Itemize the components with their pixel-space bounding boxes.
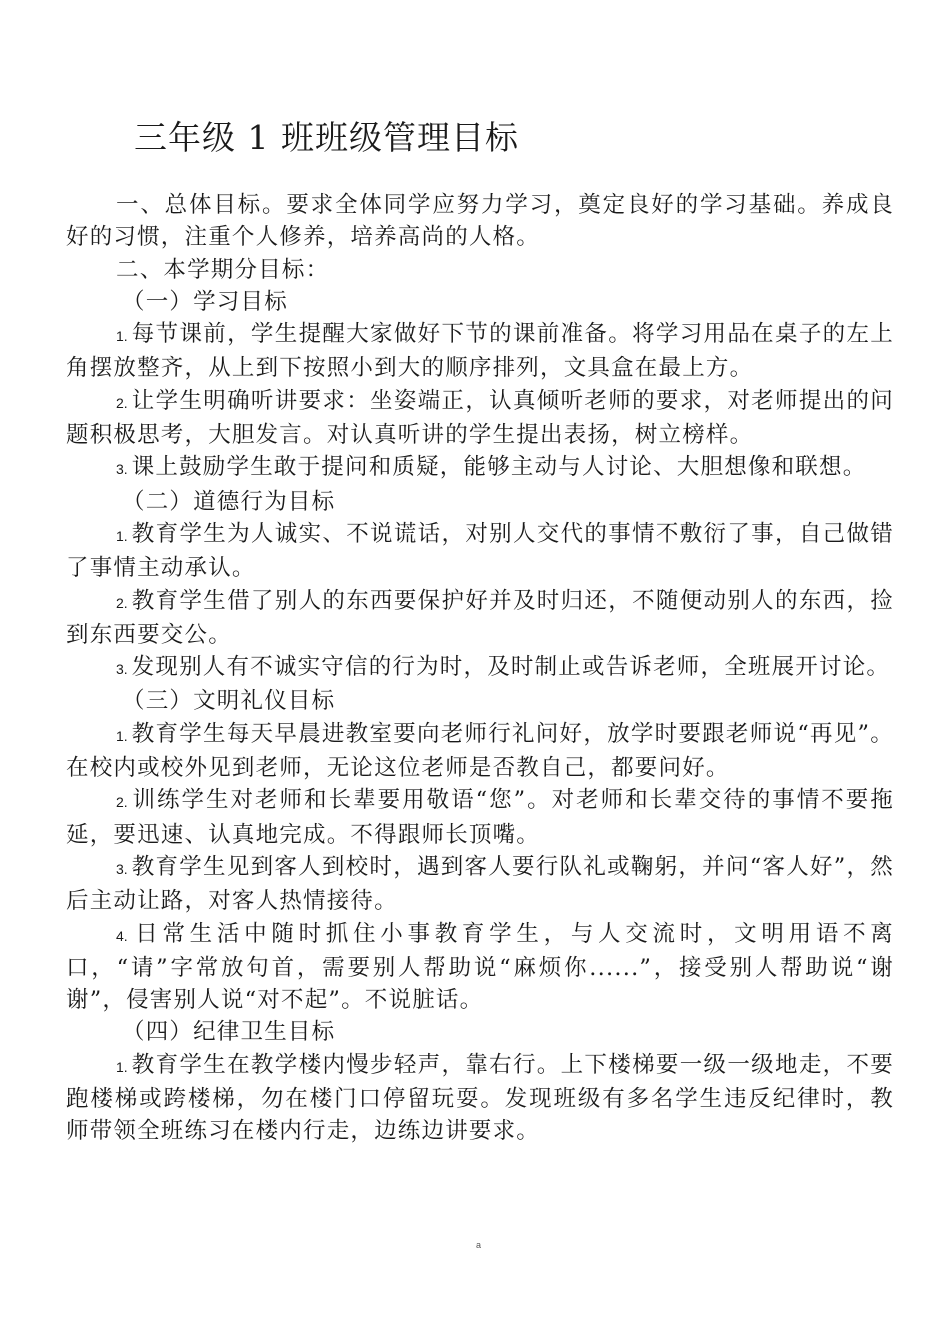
item-number: 3. xyxy=(116,860,128,877)
item-text: 教育学生见到客人到校时，遇到客人要行队礼或鞠躬，并问“客人好”，然后主动让路，对客人热情接待。 xyxy=(66,853,894,915)
paragraph-text: 二、本学期分目标： xyxy=(116,256,330,283)
section-heading-text: （四）纪律卫生目标 xyxy=(122,1019,336,1046)
list-item xyxy=(66,651,894,685)
item-text: 教育学生借了别人的东西要保护好并及时归还，不随便动别人的东西，捡到东西要交公。 xyxy=(66,587,894,648)
item-text: 让学生明确听讲要求：坐姿端正，认真倾听老师的要求，对老师提出的问题积极思考，大胆发言。对认真听讲的学生提出表扬，树立榜样。 xyxy=(66,387,894,449)
item-number: 1. xyxy=(116,727,128,744)
list-item xyxy=(66,385,894,452)
document-title: 三年级 1 班班级管理目标 xyxy=(134,118,519,158)
list-item xyxy=(66,918,894,1017)
item-text: 教育学生每天早晨进教室要向老师行礼问好，放学时要跟老师说“再见”。在校内或校外见到老师，无论这位老师是否教自己，都要问好。 xyxy=(66,720,894,782)
document-body xyxy=(66,189,894,1148)
list-item xyxy=(66,851,894,918)
paragraph-text: 一、总体目标。要求全体同学应努力学习，奠定良好的学习基础。养成良好的习惯，注重个人修养，培养高尚的人格。 xyxy=(66,192,894,251)
section-heading-text: （一）学习目标 xyxy=(122,288,288,315)
section-heading-text: （三）文明礼仪目标 xyxy=(122,688,336,715)
list-item xyxy=(66,518,894,585)
item-text: 日常生活中随时抓住小事教育学生，与人交流时，文明用语不离口，“请”字常放句首，需要别人帮助说“麻烦你......”，接受别人帮助说“谢谢”，侵害别人说“对不起”。不说脏话。 xyxy=(66,920,894,1014)
list-item xyxy=(66,585,894,652)
list-item xyxy=(66,1049,894,1148)
section-heading xyxy=(66,286,894,318)
section-heading xyxy=(66,486,894,518)
item-text: 教育学生为人诚实、不说谎话，对别人交代的事情不敷衍了事，自己做错了事情主动承认。 xyxy=(66,520,894,582)
list-item xyxy=(66,318,894,385)
item-number: 1. xyxy=(116,1058,128,1075)
item-number: 3. xyxy=(116,661,128,678)
item-number: 2. xyxy=(116,794,128,811)
list-item xyxy=(66,451,894,485)
footer-mark: a xyxy=(476,1240,482,1250)
list-item xyxy=(66,784,894,851)
item-number: 4. xyxy=(116,927,128,944)
section-heading xyxy=(66,1016,894,1048)
section-heading xyxy=(66,685,894,717)
list-item xyxy=(66,718,894,785)
item-number: 2. xyxy=(116,394,128,411)
paragraph xyxy=(66,254,894,286)
item-number: 1. xyxy=(116,328,128,345)
item-number: 3. xyxy=(116,461,128,478)
item-text: 教育学生在教学楼内慢步轻声，靠右行。上下楼梯要一级一级地走，不要跑楼梯或跨楼梯，勿在楼门口停留玩耍。发现班级有多名学生违反纪律时，教师带领全班练习在楼内行走，边练边讲要求。 xyxy=(66,1051,894,1145)
item-text: 训练学生对老师和长辈要用敬语“您”。对老师和长辈交待的事情不要拖延，要迅速、认真地完成。不得跟师长顶嘴。 xyxy=(66,787,894,848)
paragraph xyxy=(66,189,894,254)
item-text: 课上鼓励学生敢于提问和质疑，能够主动与人讨论、大胆想像和联想。 xyxy=(131,454,867,481)
item-number: 1. xyxy=(116,527,128,544)
item-text: 每节课前，学生提醒大家做好下节的课前准备。将学习用品在桌子的左上角摆放整齐，从上到下按照小到大的顺序排列，文具盒在最上方。 xyxy=(66,321,894,382)
item-number: 2. xyxy=(116,594,128,611)
section-heading-text: （二）道德行为目标 xyxy=(122,488,336,515)
item-text: 发现别人有不诚实守信的行为时，及时制止或告诉老师，全班展开讨论。 xyxy=(131,654,891,681)
